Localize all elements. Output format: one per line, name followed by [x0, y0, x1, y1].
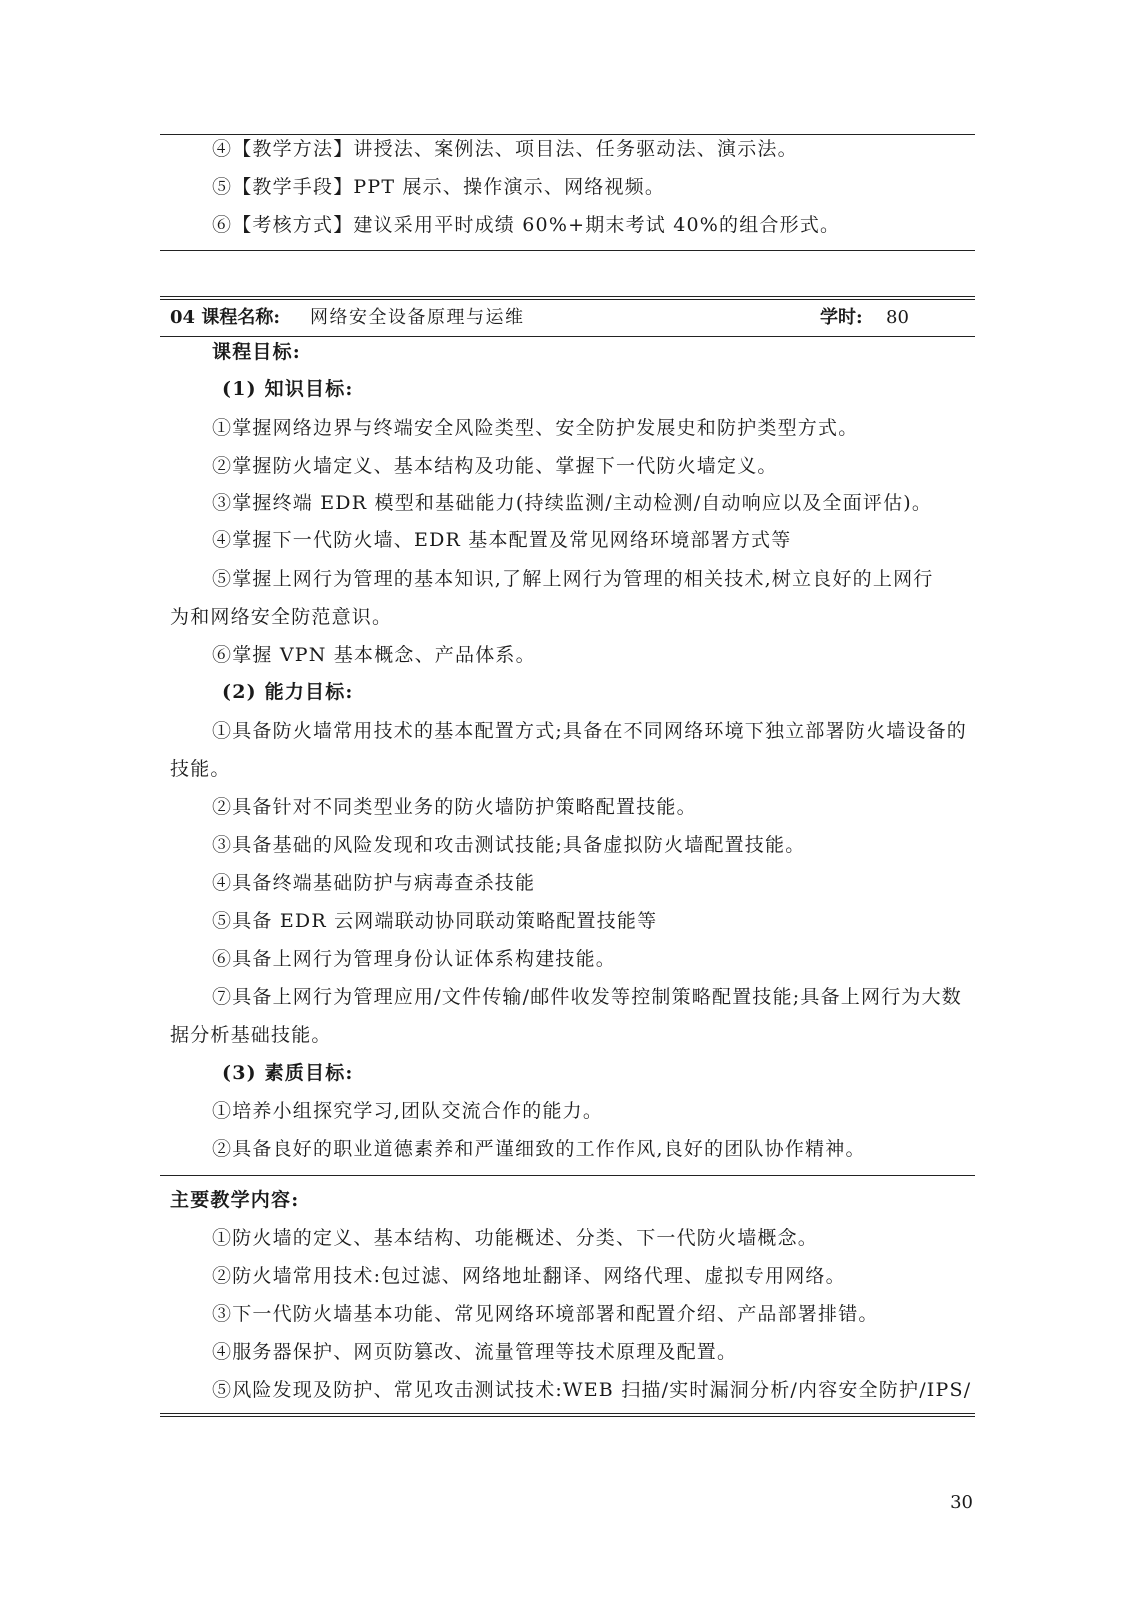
ability-heading: (2) 能力目标: — [222, 681, 354, 703]
objectives-heading: 课程目标: — [212, 341, 302, 363]
ability-item-continued: 技能。 — [170, 758, 231, 780]
table-bottom-rule — [160, 250, 975, 251]
course-name-value: 网络安全设备原理与运维 — [310, 307, 525, 328]
assessment-line: ⑥【考核方式】建议采用平时成绩 60%+期末考试 40%的组合形式。 — [212, 214, 841, 236]
content-item: ②防火墙常用技术:包过滤、网络地址翻译、网络代理、虚拟专用网络。 — [212, 1265, 846, 1287]
course-header-top-rule — [160, 296, 975, 297]
quality-item: ②具备良好的职业道德素养和严谨细致的工作作风,良好的团队协作精神。 — [212, 1138, 866, 1160]
ability-item: ③具备基础的风险发现和攻击测试技能;具备虚拟防火墙配置技能。 — [212, 834, 806, 856]
quality-heading: (3) 素质目标: — [222, 1062, 354, 1084]
course-header-bottom-rule — [160, 336, 975, 337]
page-number: 30 — [950, 1492, 973, 1513]
knowledge-item-continued: 为和网络安全防范意识。 — [170, 606, 393, 628]
course-hours-value: 80 — [886, 307, 909, 328]
table-top-rule — [160, 134, 975, 135]
content-item: ④服务器保护、网页防篡改、流量管理等技术原理及配置。 — [212, 1341, 738, 1363]
course-hours-label: 学时: — [820, 307, 863, 328]
content-item: ③下一代防火墙基本功能、常见网络环境部署和配置介绍、产品部署排错。 — [212, 1303, 879, 1325]
knowledge-item: ④掌握下一代防火墙、EDR 基本配置及常见网络环境部署方式等 — [212, 529, 792, 551]
ability-item-continued: 据分析基础技能。 — [170, 1024, 332, 1046]
teaching-method-line: ④【教学方法】讲授法、案例法、项目法、任务驱动法、演示法。 — [212, 138, 798, 160]
course-name-label: 04 课程名称: — [170, 307, 280, 328]
knowledge-item: ①掌握网络边界与终端安全风险类型、安全防护发展史和防护类型方式。 — [212, 417, 859, 439]
page-bottom-rule — [160, 1413, 975, 1414]
knowledge-item: ②掌握防火墙定义、基本结构及功能、掌握下一代防火墙定义。 — [212, 455, 778, 477]
teaching-means-line: ⑤【教学手段】PPT 展示、操作演示、网络视频。 — [212, 176, 666, 198]
knowledge-item: ⑤掌握上网行为管理的基本知识,了解上网行为管理的相关技术,树立良好的上网行 — [212, 568, 934, 590]
ability-item: ②具备针对不同类型业务的防火墙防护策略配置技能。 — [212, 796, 697, 818]
ability-item: ⑥具备上网行为管理身份认证体系构建技能。 — [212, 948, 617, 970]
content-heading: 主要教学内容: — [170, 1189, 300, 1211]
content-item: ①防火墙的定义、基本结构、功能概述、分类、下一代防火墙概念。 — [212, 1227, 819, 1249]
ability-item: ⑤具备 EDR 云网端联动协同联动策略配置技能等 — [212, 910, 658, 932]
quality-item: ①培养小组探究学习,团队交流合作的能力。 — [212, 1100, 604, 1122]
ability-item: ⑦具备上网行为管理应用/文件传输/邮件收发等控制策略配置技能;具备上网行为大数 — [212, 986, 963, 1008]
knowledge-heading: (1) 知识目标: — [222, 378, 354, 400]
course-header-row — [170, 305, 960, 331]
ability-item: ①具备防火墙常用技术的基本配置方式;具备在不同网络环境下独立部署防火墙设备的 — [212, 720, 968, 742]
knowledge-item: ③掌握终端 EDR 模型和基础能力(持续监测/主动检测/自动响应以及全面评估)。 — [212, 492, 933, 514]
knowledge-item: ⑥掌握 VPN 基本概念、产品体系。 — [212, 644, 536, 666]
ability-item: ④具备终端基础防护与病毒查杀技能 — [212, 872, 536, 894]
objectives-bottom-rule — [160, 1175, 975, 1176]
content-item: ⑤风险发现及防护、常见攻击测试技术:WEB 扫描/实时漏洞分析/内容安全防护/IPS/ — [212, 1379, 972, 1401]
